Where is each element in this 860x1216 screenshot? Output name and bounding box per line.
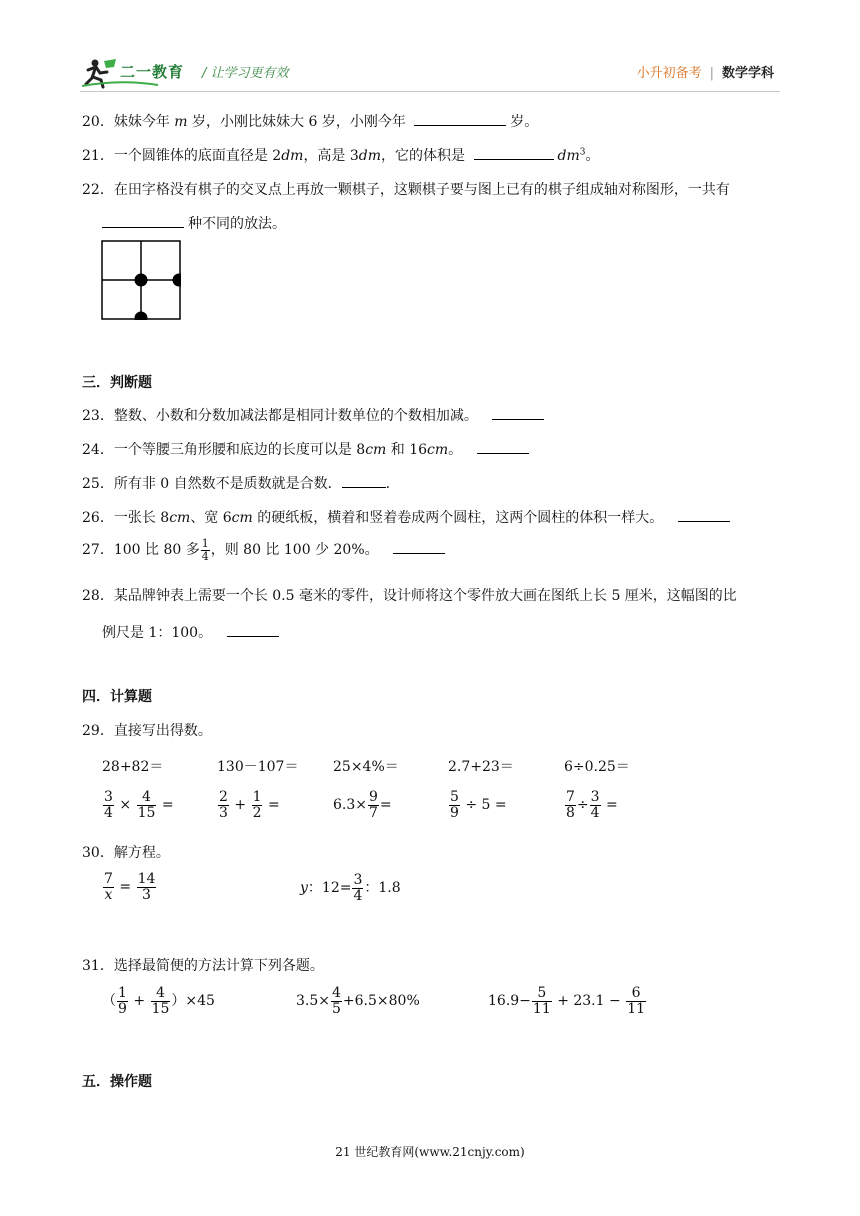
question-27: 27．100 比 80 多 $\frac{1}{4}$ ，则 80 比 100 少 20%。 <box>82 538 449 562</box>
question-31: 31．选择最简便的方法计算下列各题。 <box>82 958 324 974</box>
question-22-cont: 种不同的放法。 <box>102 213 286 233</box>
calc-item-8: 6.3× $\frac{9}{7}$ = <box>333 789 392 821</box>
equation-2: y：12= $\frac{3}{4}$ ：1.8 <box>300 872 401 904</box>
logo-text: 二一教育 <box>120 63 185 81</box>
calc-item-2: 130－107＝ <box>217 759 299 775</box>
answer-blank-20[interactable] <box>414 111 506 126</box>
simplify-expr-1: （ $\frac{1}{9}$ + $\frac{4}{15}$ ）×45 <box>102 985 215 1017</box>
answer-blank-26[interactable] <box>678 507 730 522</box>
page-footer: 21 世纪教育网(www.21cnjy.com) <box>335 1145 525 1159</box>
section-3-title: 三．判断题 <box>82 375 152 391</box>
section-4-title: 四．计算题 <box>82 689 152 705</box>
question-28-cont: 例尺是 1：100。 <box>102 622 283 642</box>
answer-blank-25[interactable] <box>342 473 386 488</box>
question-20: 20．妹妹今年 m 岁，小刚比妹妹大 6 岁，小刚今年 岁。 <box>82 111 538 131</box>
calc-item-6: $\frac{3}{4}$ × $\frac{4}{15}$ = <box>104 789 174 821</box>
question-26: 26．一张长 8cm、宽 6cm 的硬纸板，横着和竖着卷成两个圆柱，这两个圆柱的体积一样大。 <box>82 507 734 527</box>
chess-piece-bottom <box>135 312 148 321</box>
calc-item-10: $\frac{7}{8}$ ÷ $\frac{3}{4}$ = <box>566 789 618 821</box>
question-28: 28．某品牌钟表上需要一个长 0.5 毫米的零件，设计师将这个零件放大画在图纸上长 5 厘米，这幅图的比 <box>82 588 737 604</box>
question-25: 25．所有非 0 自然数不是质数就是合数． . <box>82 473 390 493</box>
chess-piece-right <box>173 274 182 287</box>
calc-item-1: 28+82＝ <box>102 759 164 775</box>
simplify-expr-3: 16.9− $\frac{5}{11}$ + 23.1 − $\frac{6}{11}$ <box>488 985 646 1017</box>
header-divider <box>80 91 780 92</box>
tian-grid-diagram <box>101 240 181 320</box>
calc-item-5: 6÷0.25＝ <box>564 759 630 775</box>
answer-blank-27[interactable] <box>393 539 445 554</box>
answer-blank-28[interactable] <box>227 622 279 637</box>
simplify-expr-2: 3.5× $\frac{4}{5}$ +6.5×80% <box>296 985 420 1017</box>
question-29: 29．直接写出得数。 <box>82 723 212 739</box>
question-22: 22．在田字格没有棋子的交叉点上再放一颗棋子，这颗棋子要与图上已有的棋子组成轴对称图形，一共有 <box>82 182 730 198</box>
question-23: 23．整数、小数和分数加减法都是相同计数单位的个数相加减。 <box>82 405 548 425</box>
equation-1: $\frac{7}{x}$ = $\frac{14}{3}$ <box>104 871 156 903</box>
section-5-title: 五．操作题 <box>82 1074 152 1090</box>
chess-piece-center <box>135 274 148 287</box>
header-slogan: / 让学习更有效 <box>202 66 289 81</box>
header-separator: | <box>709 66 714 81</box>
answer-blank-22[interactable] <box>102 213 184 228</box>
calc-item-3: 25×4%＝ <box>333 759 399 775</box>
answer-blank-21[interactable] <box>474 145 554 160</box>
question-21: 21．一个圆锥体的底面直径是 2dm，高是 3dm，它的体积是 $dm^3$。 <box>82 145 599 165</box>
subject-label: 数学学科 <box>721 66 774 81</box>
question-30: 30．解方程。 <box>82 845 170 861</box>
calc-item-7: $\frac{2}{3}$ + $\frac{1}{2}$ = <box>219 789 280 821</box>
fraction-one-quarter: $\frac{1}{4}$ <box>201 537 209 563</box>
answer-blank-23[interactable] <box>492 405 544 420</box>
calc-item-4: 2.7+23＝ <box>448 759 514 775</box>
calc-item-9: $\frac{5}{9}$ ÷ 5 = <box>450 789 507 821</box>
exam-label: 小升初备考 <box>636 66 702 81</box>
page-header <box>80 52 780 92</box>
header-right <box>637 62 774 81</box>
answer-blank-24[interactable] <box>477 439 529 454</box>
question-24: 24．一个等腰三角形腰和底边的长度可以是 8cm 和 16cm。 <box>82 439 533 459</box>
